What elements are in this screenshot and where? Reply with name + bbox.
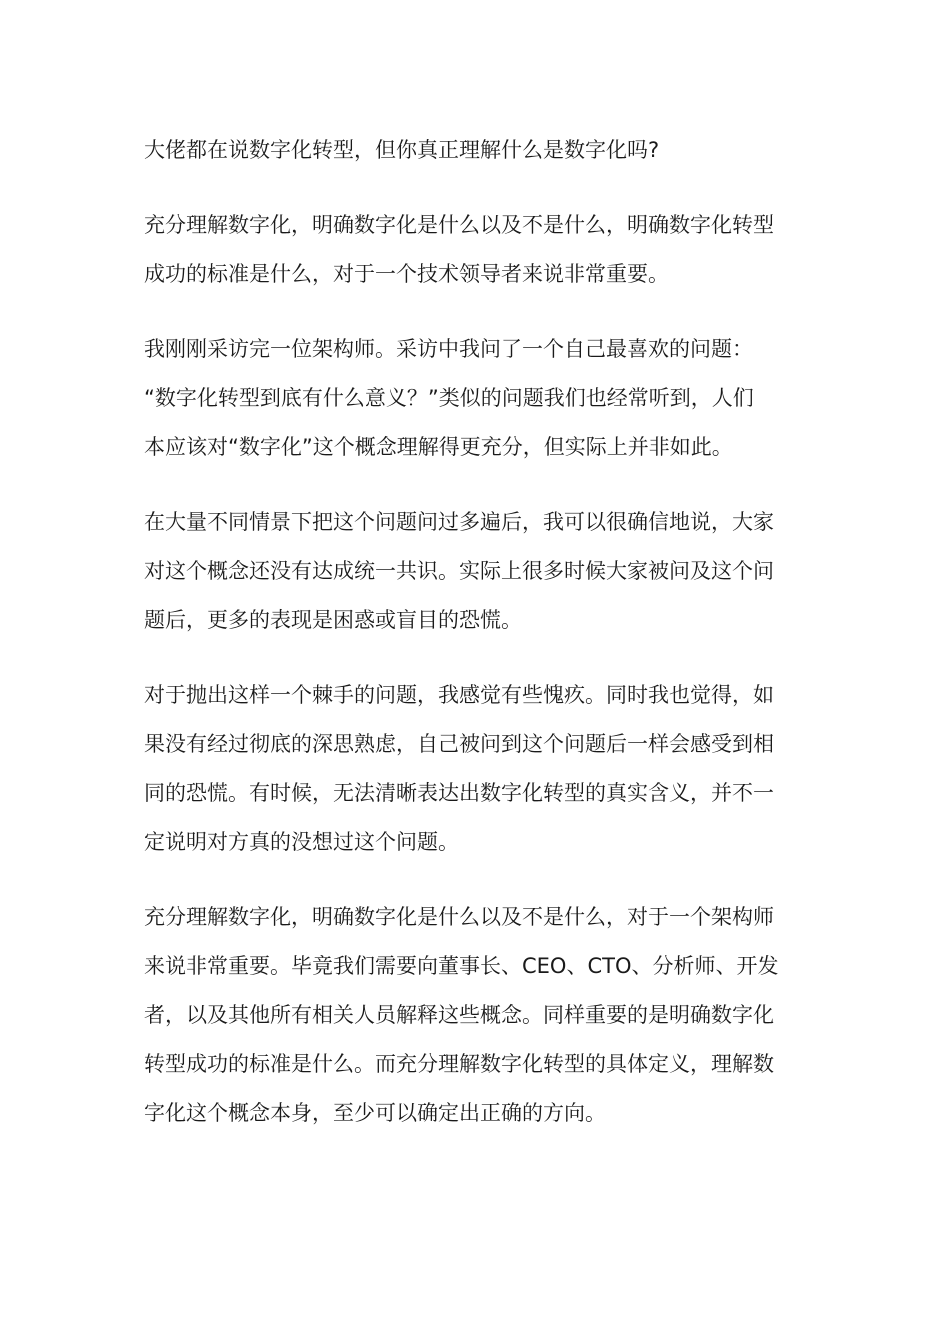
paragraph-4: 在大量不同情景下把这个问题问过多遍后，我可以很确信地说，大家 对这个概念还没有达成统一共识。实际上很多时候大家被问及这个问 题后，更多的表现是困惑或盲目的恐慌。 xyxy=(144,510,774,632)
paragraph-2: 充分理解数字化，明确数字化是什么以及不是什么，明确数字化转型 成功的标准是什么，对于一个技术领导者来说非常重要。 xyxy=(144,213,774,286)
paragraph-3: 我刚刚采访完一位架构师。采访中我问了一个自己最喜欢的问题： “数字化转型到底有什么意义？”类似的问题我们也经常听到，人们 本应该对“数字化”这个概念理解得更充分，但实际上并非如此。 xyxy=(144,337,754,459)
paragraph-6: 充分理解数字化，明确数字化是什么以及不是什么，对于一个架构师 来说非常重要。毕竟我们需要向董事长、CEO、CTO、分析师、开发 者，以及其他所有相关人员解释这些概念。同样重要的是明确数字化 转型成功的标准是什么。而充分理解数字化转型的具体定义，理解数 字化这个概念本身，至少可以确定出正确的方向。 xyxy=(144,905,779,1125)
article-body xyxy=(144,126,794,1138)
paragraph-1: 大佬都在说数字化转型，但你真正理解什么是数字化吗? xyxy=(144,138,660,162)
paragraph-5: 对于抛出这样一个棘手的问题，我感觉有些愧疚。同时我也觉得，如 果没有经过彻底的深思熟虑，自己被问到这个问题后一样会感受到相 同的恐慌。有时候，无法清晰表达出数字化转型的真实含义，并不一 定说明对方真的没想过这个问题。 xyxy=(144,683,774,854)
